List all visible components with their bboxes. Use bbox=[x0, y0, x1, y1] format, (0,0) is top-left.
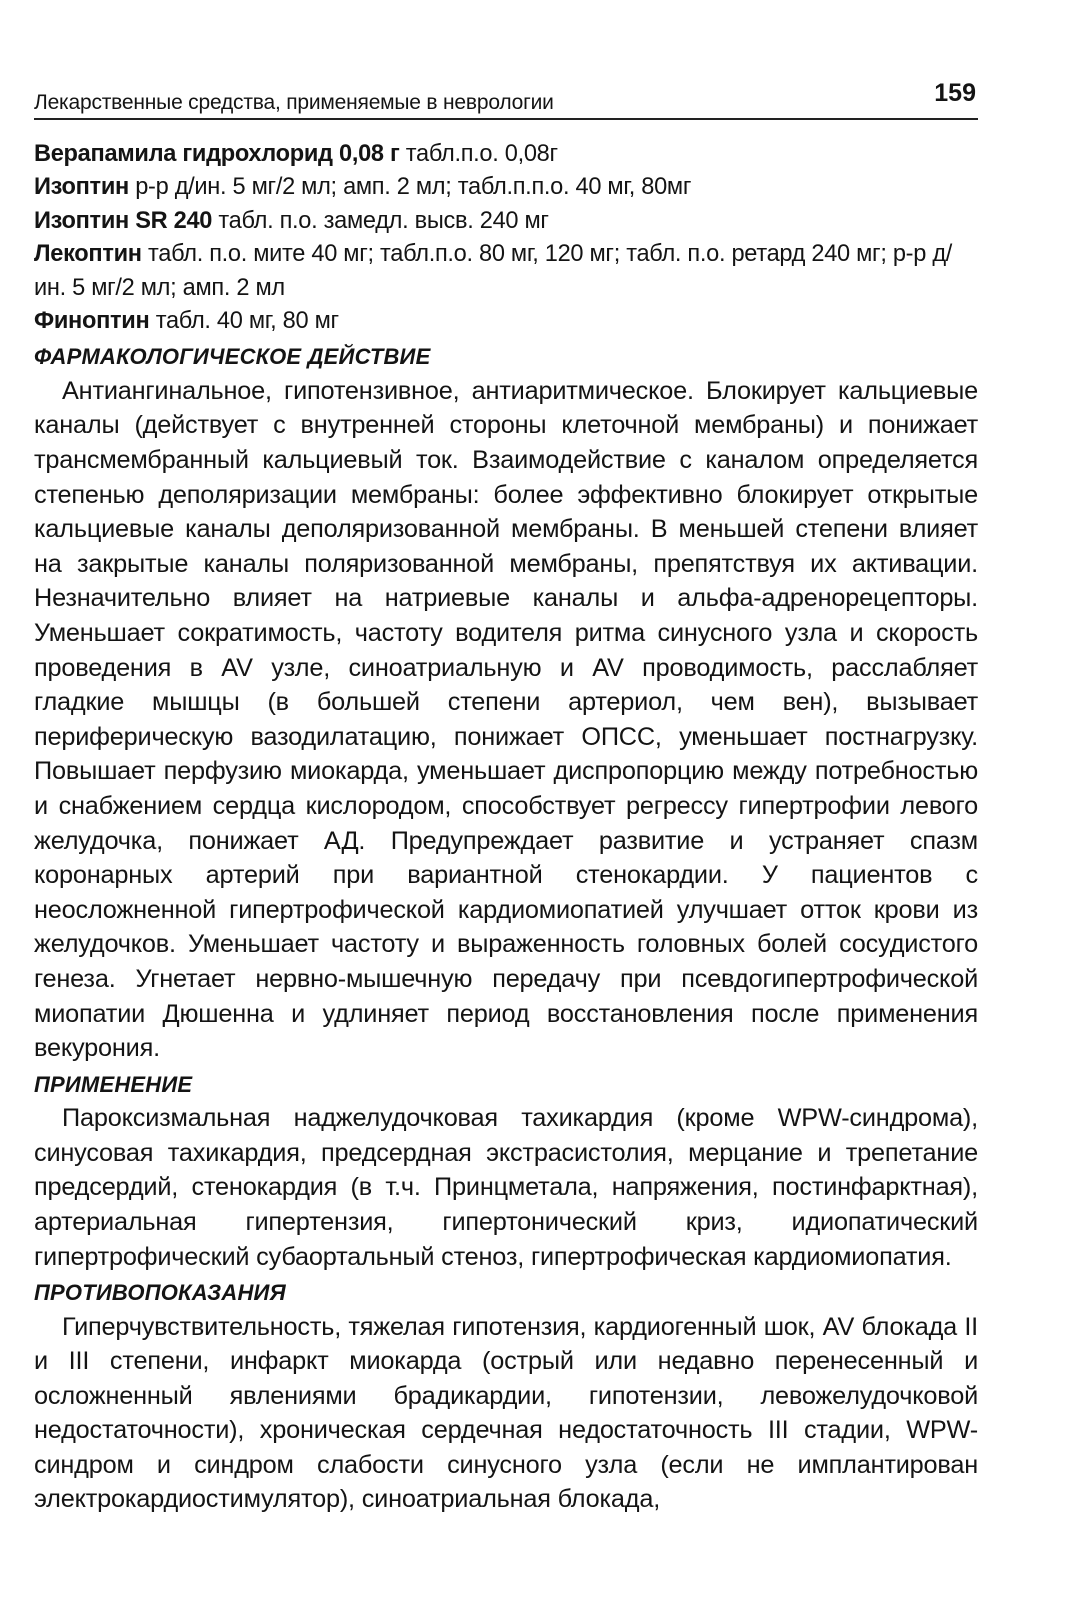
drug-entry bbox=[34, 305, 978, 338]
drug-details: табл. п.о. замедл. высв. 240 мг bbox=[212, 207, 549, 234]
drug-name: Финоптин bbox=[34, 308, 150, 335]
drug-details: табл. 40 мг, 80 мг bbox=[149, 308, 339, 335]
drug-entry bbox=[34, 238, 978, 305]
section-text-indications: Пароксизмальная наджелудочковая тахикардия (кроме WPW-синдрома), синусовая тахикардия, предсердная экстрасистолия, мерцание и трепетание предсердий, стенокардия (в т.ч. Принцметала, напряжения, постинфарктная), артериальная гипертензия, гипертонический криз, идиопатический гипертрофический субаортальный стеноз, гипертрофическая кардиомиопатия. bbox=[34, 1104, 978, 1271]
page-number: 159 bbox=[934, 79, 976, 107]
drug-entry bbox=[34, 138, 978, 171]
drug-name: Лекоптин bbox=[34, 241, 142, 268]
header-title: Лекарственные средства, применяемые в неврологии bbox=[34, 91, 554, 114]
drug-list bbox=[34, 138, 978, 338]
drug-name: Изоптин bbox=[34, 174, 129, 201]
page-content bbox=[34, 138, 978, 1517]
drug-entry bbox=[34, 205, 978, 238]
drug-entry bbox=[34, 171, 978, 204]
drug-details: табл. п.о. мите 40 мг; табл.п.о. 80 мг, 120 мг; табл. п.о. ретард 240 мг; р-р д/ин. 5 мг/2 мл; амп. 2 мл bbox=[34, 241, 953, 301]
section-heading-pharmacology: ФАРМАКОЛОГИЧЕСКОЕ ДЕЙСТВИЕ bbox=[34, 344, 431, 370]
section-text-contraindications: Гиперчувствительность, тяжелая гипотензия, кардиогенный шок, AV блокада II и III степени, инфаркт миокарда (острый или недавно перенесенный и осложненный явлениями брадикардии, гипотензии, левожелудочковой недостаточности), хроническая сердечная недостаточность III стадии, WPW-синдром и синдром слабости синусного узла (если не имплантирован электрокардиостимулятор), синоатриальная блокада, bbox=[34, 1312, 978, 1514]
drug-name: Верапамила гидрохлорид 0,08 г bbox=[34, 141, 400, 167]
running-header bbox=[34, 72, 978, 120]
drug-details: р-р д/ин. 5 мг/2 мл; амп. 2 мл; табл.п.п.о. 40 мг, 80мг bbox=[128, 174, 692, 201]
drug-details: табл.п.о. 0,08г bbox=[399, 141, 558, 167]
drug-name: Изоптин SR 240 bbox=[34, 207, 213, 234]
section-heading-contraindications: ПРОТИВОПОКАЗАНИЯ bbox=[34, 1280, 286, 1306]
section-text-pharmacology: Антиангинальное, гипотензивное, антиаритмическое. Блокирует кальциевые каналы (действует с внутренней стороны клеточной мембраны) и понижает трансмембранный кальциевый ток. Взаимодействие с каналом определяется степенью деполяризации мембраны: более эффективно блокирует открытые кальциевые каналы деполяризованной мембраны. В меньшей степени влияет на закрытые каналы поляризованной мембраны, препятствуя их активации. Незначительно влияет на натриевые каналы и альфа-адренорецепторы. Уменьшает сократимость, частоту водителя ритма синусного узла и скорость проведения в AV узле, синоатриальную и AV проводимость, расслабляет гладкие мышцы (в большей степени артериол, чем вен), вызывает периферическую вазодилатацию, понижает ОПСС, уменьшает постнагрузку. Повышает перфузию миокарда, уменьшает диспропорцию между потребностью и снабжением сердца кислородом, способствует регрессу гипертрофии левого желудочка, понижает АД. Предупреждает развитие и устраняет спазм коронарных артерий при вариантной стенокардии. У пациентов с неосложненной гипертрофической кардиомиопатией улучшает отток крови из желудочков. Уменьшает частоту и выраженность головных болей сосудистого генеза. Угнетает нервно-мышечную передачу при псевдогипертрофической миопатии Дюшенна и удлиняет период восстановления после применения векурония. bbox=[34, 376, 978, 1063]
section-heading-indications: ПРИМЕНЕНИЕ bbox=[34, 1071, 193, 1097]
